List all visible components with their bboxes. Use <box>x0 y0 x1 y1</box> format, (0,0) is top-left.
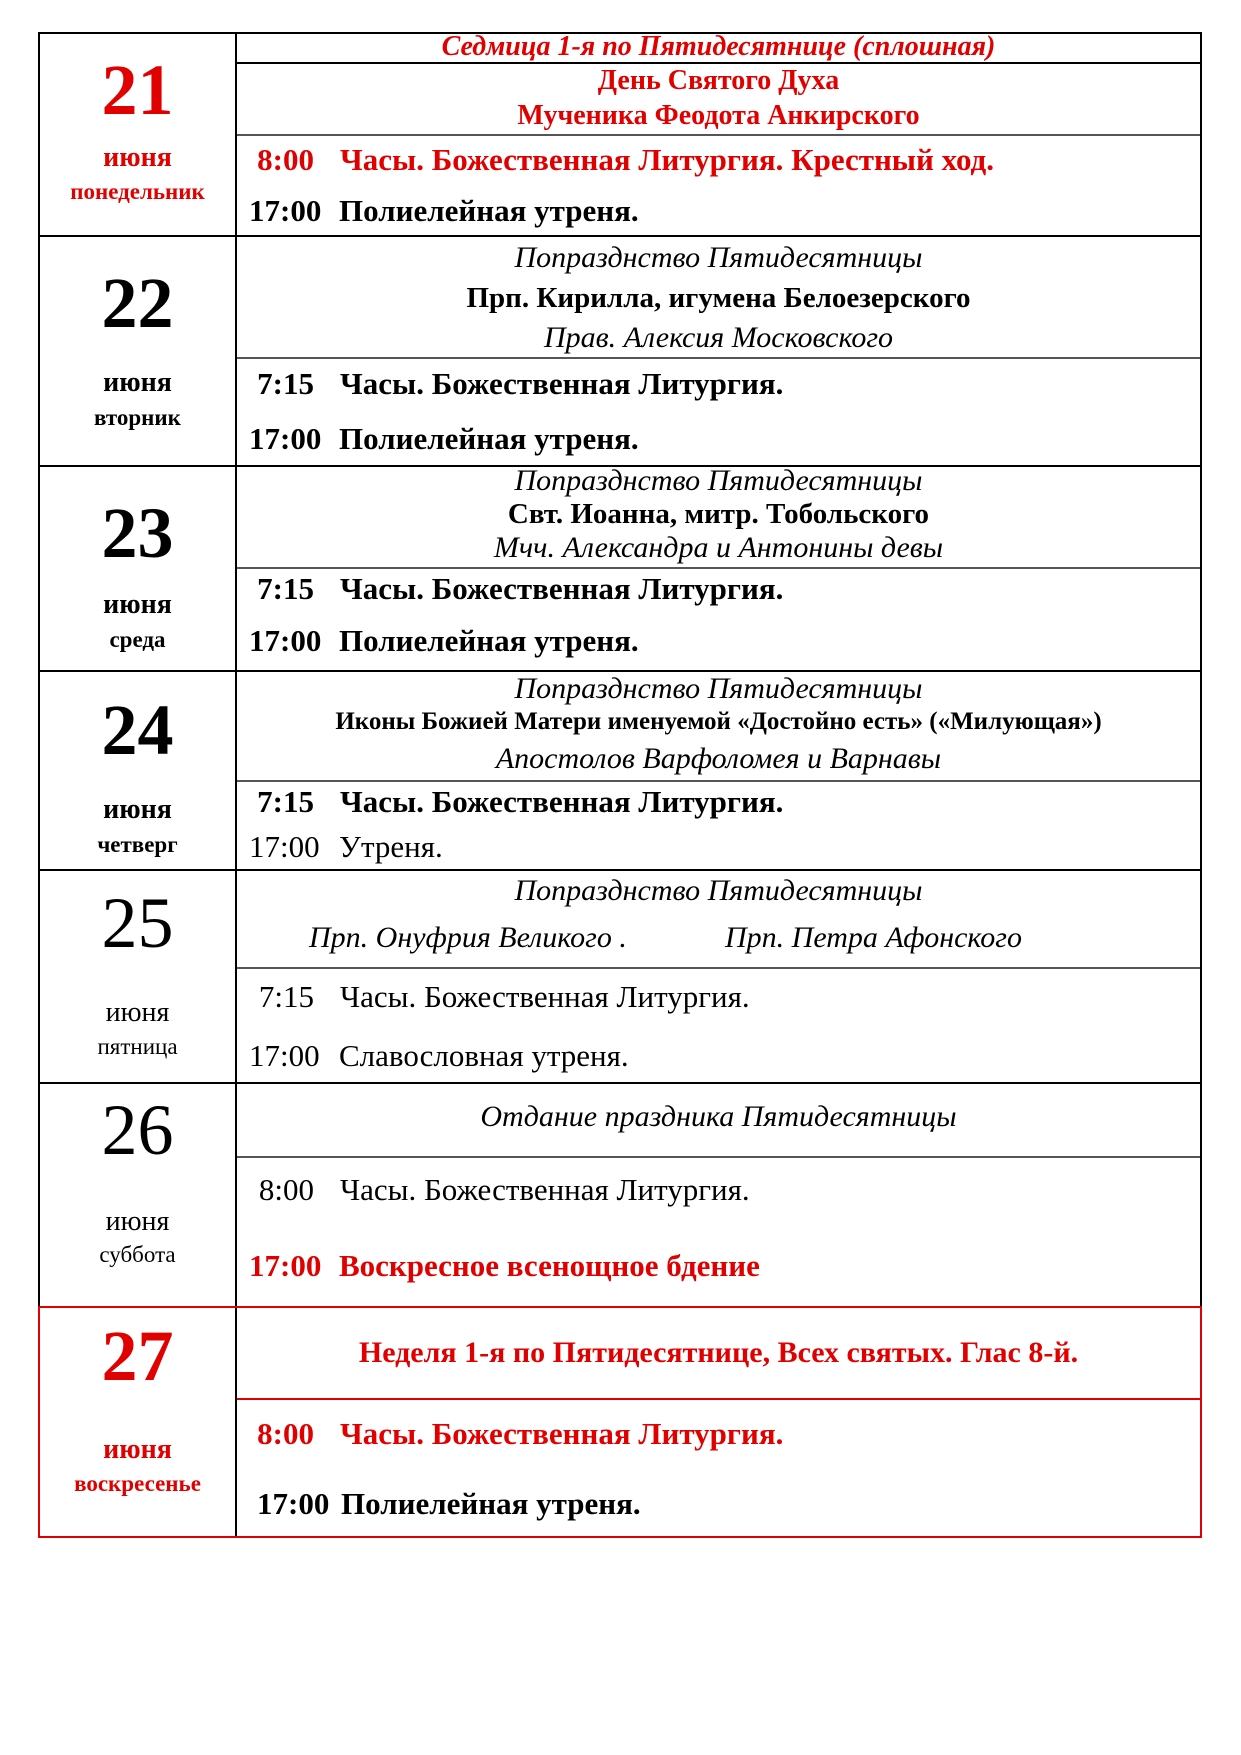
feast-line: День Святого Духа <box>597 65 840 96</box>
day-number: 25 <box>101 883 174 963</box>
feast-line: Свт. Иоанна, митр. Тобольского <box>507 498 930 530</box>
date-cell <box>40 871 237 1082</box>
day-number: 21 <box>101 50 174 130</box>
feast-line: Иконы Божией Матери именуемой «Достойно есть» («Милующая») <box>335 708 1102 735</box>
service-time: 17:00 <box>249 421 322 456</box>
day-content <box>237 1084 1200 1306</box>
service-name: Часы. Божественная Литургия. <box>340 1416 784 1451</box>
weekday-label: вторник <box>94 405 181 430</box>
feast-block <box>237 871 1200 969</box>
service-name: Полиелейная утреня. <box>339 623 639 658</box>
feast-line: Мученика Феодота Анкирского <box>517 100 920 131</box>
service-item <box>249 1172 1200 1208</box>
day-number: 23 <box>101 493 174 573</box>
service-time: 17:00 <box>249 623 322 658</box>
weekday-label: четверг <box>97 832 178 857</box>
service-item <box>249 421 1200 457</box>
day-row-24 <box>38 670 1202 871</box>
day-number: 22 <box>101 263 174 343</box>
week-title: Седмица 1-я по Пятидесятнице (сплошная) <box>237 32 1200 64</box>
day-number: 26 <box>101 1090 174 1170</box>
day-content <box>237 237 1200 465</box>
day-number: 24 <box>101 690 174 770</box>
service-item <box>249 829 1200 865</box>
service-time: 7:15 <box>257 366 314 401</box>
day-row-23 <box>38 465 1202 672</box>
service-time: 8:00 <box>257 1416 314 1451</box>
month-label: июня <box>103 589 172 620</box>
day-row-26 <box>38 1082 1202 1308</box>
service-item <box>249 193 1200 229</box>
service-name: Воскресное всенощное бдение <box>339 1248 760 1283</box>
date-cell <box>40 672 237 869</box>
service-time: 17:00 <box>249 193 322 228</box>
service-time: 8:00 <box>258 1172 314 1207</box>
service-name: Часы. Божественная Литургия. <box>340 571 784 606</box>
day-row-27 <box>38 1306 1202 1538</box>
service-item <box>249 1248 1200 1284</box>
day-content <box>237 672 1200 869</box>
feast-line: Апостолов Варфоломея и Варнавы <box>495 742 942 775</box>
day-row-25 <box>38 869 1202 1084</box>
day-content <box>237 31 1200 235</box>
feast-line: Прп. Онуфрия Великого . <box>309 921 627 954</box>
month-label: июня <box>105 997 170 1028</box>
service-name: Полиелейная утреня. <box>339 421 639 456</box>
feast-block <box>237 1084 1200 1158</box>
service-item <box>249 623 1200 659</box>
weekday-label: среда <box>109 627 166 652</box>
day-content <box>237 464 1200 670</box>
feast-block <box>237 1308 1200 1400</box>
month-label: июня <box>103 367 172 398</box>
feast-line: Попразднство Пятидесятницы <box>514 241 923 274</box>
day-content <box>237 871 1200 1082</box>
service-name: Часы. Божественная Литургия. <box>340 1172 750 1207</box>
service-time: 17:00 <box>257 1486 330 1521</box>
month-label: июня <box>103 794 172 825</box>
service-name: Часы. Божественная Литургия. <box>340 979 750 1014</box>
service-name: Часы. Божественная Литургия. <box>340 784 784 819</box>
service-time: 17:00 <box>249 829 320 864</box>
date-cell <box>40 1084 237 1306</box>
feast-line: Прп. Петра Афонского <box>725 921 1022 954</box>
feast-line: Попразднство Пятидесятницы <box>514 874 923 907</box>
feast-line: Прп. Кирилла, игумена Белоезерского <box>466 282 971 314</box>
service-item <box>249 784 1200 820</box>
service-item <box>249 1038 1200 1074</box>
service-item <box>249 366 1200 402</box>
weekday-label: понедельник <box>70 179 205 204</box>
day-number: 27 <box>101 1316 174 1396</box>
feast-line: Мчч. Александра и Антонины девы <box>493 531 944 564</box>
service-name: Полиелейная утреня. <box>339 193 639 228</box>
feast-line: Попразднство Пятидесятницы <box>514 672 923 705</box>
feast-block <box>237 464 1200 569</box>
service-name: Полиелейная утреня. <box>341 1486 641 1521</box>
weekday-label: воскресенье <box>74 1471 201 1496</box>
feast-line: Прав. Алексия Московского <box>543 321 894 354</box>
service-item <box>249 142 1200 178</box>
service-item <box>257 1486 1200 1522</box>
date-cell <box>40 1308 237 1536</box>
day-row-22 <box>38 235 1202 467</box>
service-name: Славословная утреня. <box>339 1038 629 1073</box>
date-cell <box>40 467 237 670</box>
feast-line: Отдание праздника Пятидесятницы <box>480 1100 957 1133</box>
date-cell <box>40 34 237 235</box>
service-time: 8:00 <box>257 142 314 177</box>
service-time: 7:15 <box>257 571 314 606</box>
date-cell <box>40 237 237 465</box>
day-row-21 <box>38 32 1202 237</box>
month-label: июня <box>103 142 172 173</box>
service-time: 7:15 <box>258 979 314 1014</box>
service-time: 17:00 <box>249 1038 320 1073</box>
service-name: Утреня. <box>339 829 443 864</box>
service-name: Часы. Божественная Литургия. <box>340 366 784 401</box>
service-name: Часы. Божественная Литургия. Крестный ход. <box>340 142 994 177</box>
service-time: 17:00 <box>249 1248 322 1283</box>
service-time: 7:15 <box>257 784 314 819</box>
service-item <box>249 571 1200 607</box>
service-item <box>249 1416 1200 1452</box>
day-content <box>237 1308 1200 1536</box>
feast-line: Неделя 1-я по Пятидесятнице, Всех святых. Глас 8-й. <box>358 1336 1079 1369</box>
feast-block <box>237 672 1200 782</box>
weekday-label: суббота <box>99 1242 176 1267</box>
service-item <box>249 979 1200 1015</box>
schedule-table <box>38 32 1202 1732</box>
month-label: июня <box>103 1434 172 1465</box>
feast-block <box>237 64 1200 136</box>
month-label: июня <box>105 1206 170 1237</box>
feast-line: Попразднство Пятидесятницы <box>514 464 923 497</box>
feast-block <box>237 237 1200 359</box>
weekday-label: пятница <box>97 1034 178 1059</box>
